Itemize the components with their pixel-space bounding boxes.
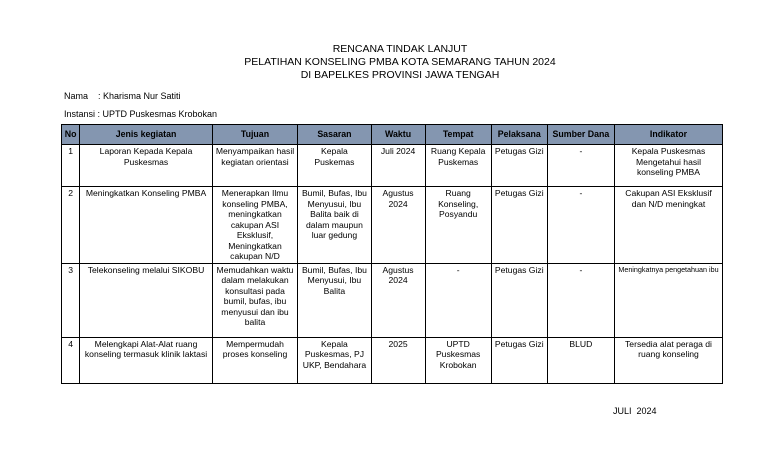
cell-no: 1 bbox=[62, 145, 80, 187]
cell-waktu: Juli 2024 bbox=[371, 145, 425, 187]
cell-waktu: 2025 bbox=[371, 337, 425, 383]
cell-sasaran: Kepala Puskemas bbox=[298, 145, 371, 187]
cell-jenis-kegiatan: Melengkapi Alat-Alat ruang konseling termasuk klinik laktasi bbox=[80, 337, 212, 383]
header-tujuan: Tujuan bbox=[212, 125, 298, 145]
table-row bbox=[62, 263, 723, 337]
cell-waktu: Agustus 2024 bbox=[371, 187, 425, 264]
cell-sumber-dana: - bbox=[547, 187, 614, 264]
table-row bbox=[62, 187, 723, 264]
header-sasaran: Sasaran bbox=[298, 125, 371, 145]
cell-tujuan: Mempermudah proses konseling bbox=[212, 337, 298, 383]
cell-waktu: Agustus 2024 bbox=[371, 263, 425, 337]
cell-pelaksana: Petugas Gizi bbox=[491, 187, 547, 264]
cell-no: 2 bbox=[62, 187, 80, 264]
cell-sasaran: Bumil, Bufas, Ibu Menyusui, Ibu Balita bbox=[298, 263, 371, 337]
footer-date: JULI 2024 bbox=[613, 406, 657, 416]
instansi-field: Instansi : UPTD Puskesmas Krobokan bbox=[64, 109, 218, 119]
cell-indikator: Cakupan ASI Eksklusif dan N/D meningkat bbox=[614, 187, 722, 264]
header-indikator: Indikator bbox=[614, 125, 722, 145]
cell-jenis-kegiatan: Telekonseling melalui SIKOBU bbox=[80, 263, 212, 337]
table-row bbox=[62, 145, 723, 187]
cell-tempat: Ruang Konseling, Posyandu bbox=[425, 187, 491, 264]
cell-tempat: UPTD Puskesmas Krobokan bbox=[425, 337, 491, 383]
cell-jenis-kegiatan: Laporan Kepada Kepala Puskesmas bbox=[80, 145, 212, 187]
cell-sumber-dana: - bbox=[547, 263, 614, 337]
cell-tujuan: Menerapkan Ilmu konseling PMBA, meningkatkan cakupan ASI Eksklusif, Meningkatkan cakupan N/D bbox=[212, 187, 298, 264]
nama-field: Nama : Kharisma Nur Satiti bbox=[64, 91, 181, 101]
table-header-row bbox=[62, 125, 723, 145]
title-line-3: DI BAPELKES PROVINSI JAWA TENGAH bbox=[300, 69, 500, 81]
cell-pelaksana: Petugas Gizi bbox=[491, 145, 547, 187]
cell-tempat: Ruang Kepala Puskemas bbox=[425, 145, 491, 187]
document-title bbox=[0, 43, 768, 82]
cell-indikator: Meningkatnya pengetahuan ibu bbox=[614, 263, 722, 337]
cell-tujuan: Memudahkan waktu dalam melakukan konsultasi pada bumil, bufas, ibu menyusui dan ibu balita bbox=[212, 263, 298, 337]
title-line-2: PELATIHAN KONSELING PMBA KOTA SEMARANG TAHUN 2024 bbox=[244, 56, 556, 68]
cell-tujuan: Menyampaikan hasil kegiatan orientasi bbox=[212, 145, 298, 187]
table-row bbox=[62, 337, 723, 383]
cell-sasaran: Kepala Puskesmas, PJ UKP, Bendahara bbox=[298, 337, 371, 383]
header-tempat: Tempat bbox=[425, 125, 491, 145]
header-sumber-dana: Sumber Dana bbox=[547, 125, 614, 145]
header-jenis-kegiatan: Jenis kegiatan bbox=[80, 125, 212, 145]
cell-sumber-dana: BLUD bbox=[547, 337, 614, 383]
cell-no: 3 bbox=[62, 263, 80, 337]
cell-indikator: Tersedia alat peraga di ruang konseling bbox=[614, 337, 722, 383]
cell-tempat: - bbox=[425, 263, 491, 337]
rtl-table bbox=[61, 124, 723, 384]
cell-jenis-kegiatan: Meningkatkan Konseling PMBA bbox=[80, 187, 212, 264]
cell-indikator: Kepala Puskesmas Mengetahui hasil konseling PMBA bbox=[614, 145, 722, 187]
cell-sumber-dana: - bbox=[547, 145, 614, 187]
cell-no: 4 bbox=[62, 337, 80, 383]
cell-sasaran: Bumil, Bufas, Ibu Menyusui, Ibu Balita baik di dalam maupun luar gedung bbox=[298, 187, 371, 264]
cell-pelaksana: Petugas Gizi bbox=[491, 263, 547, 337]
header-pelaksana: Pelaksana bbox=[491, 125, 547, 145]
header-no: No bbox=[62, 125, 80, 145]
header-waktu: Waktu bbox=[371, 125, 425, 145]
cell-pelaksana: Petugas Gizi bbox=[491, 337, 547, 383]
title-line-1: RENCANA TINDAK LANJUT bbox=[332, 43, 468, 55]
